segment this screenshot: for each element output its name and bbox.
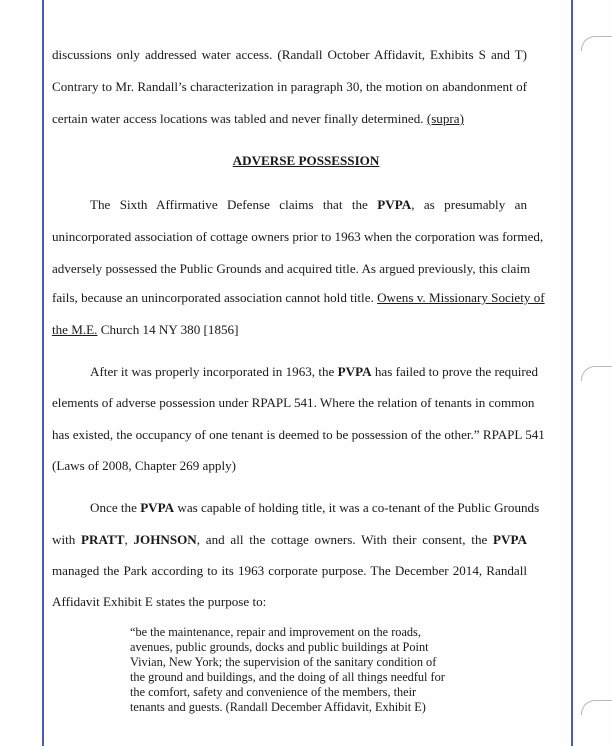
quote-line: the ground and buildings, and the doing of all things needful for [130,670,445,684]
case-citation: the M.E. [52,322,98,337]
case-citation: Owens v. Missionary Society of [377,290,545,305]
body-text: certain water access locations was tabled and never finally determined. [52,111,424,126]
body-text: Once the [90,500,137,515]
quote-line: “be the maintenance, repair and improvement on the roads, [130,625,421,639]
body-text: has failed to prove the required [371,364,539,379]
body-text: The Sixth Affirmative Defense claims that the [90,197,368,212]
body-text: with [52,532,76,547]
section-heading: ADVERSE POSSESSION [232,153,380,168]
body-line [90,364,539,380]
body-line: managed the Park according to its 1963 corporate purpose. The December 2014, Randall [52,563,527,578]
body-line [52,322,527,338]
quote-line: tenants and guests. (Randall December Affidavit, Exhibit E) [130,700,426,714]
body-text: , [124,532,128,547]
citation: (supra) [426,111,464,126]
body-text: After it was properly incorporated in 1963, the [90,364,335,379]
party-name: PRATT [81,532,125,547]
body-line [90,197,527,213]
body-text: , as presumably an [411,197,527,212]
body-line: adversely possessed the Public Grounds and acquired title. As argued previously, this claim [52,261,531,276]
body-line: elements of adverse possession under RPAPL 541. Where the relation of tenants in common [52,395,535,410]
body-text: Church 14 NY 380 [1856] [97,322,239,337]
body-line [52,532,527,548]
body-line [90,500,540,516]
body-line: discussions only addressed water access. (Randall October Affidavit, Exhibits S and T) [52,47,527,62]
party-name: PVPA [140,500,175,515]
party-name: PVPA [377,197,412,212]
party-name: PVPA [493,532,527,547]
body-line: (Laws of 2008, Chapter 269 apply) [52,458,236,473]
party-name: PVPA [337,364,372,379]
body-line: Contrary to Mr. Randall’s characterization in paragraph 30, the motion on abandonment of [52,79,527,94]
body-text: fails, because an unincorporated association cannot hold title. [52,290,374,305]
body-text: was capable of holding title, it was a co-tenant of the Public Grounds [174,500,540,515]
body-text: , and all the cottage owners. With their consent, the [196,532,488,547]
party-name: JOHNSON [133,532,197,547]
body-line [52,290,545,306]
quote-line: the comfort, safety and convenience of the members, their [130,685,417,699]
quote-line: avenues, public grounds, docks and public buildings at Point [130,640,429,654]
body-line [52,111,527,127]
quote-line: Vivian, New York; the supervision of the sanitary condition of [130,655,437,669]
body-line: Affidavit Exhibit E states the purpose to: [52,594,267,609]
body-line: unincorporated association of cottage owners prior to 1963 when the corporation was formed, [52,229,544,244]
body-line: has existed, the occupancy of one tenant is deemed to be possession of the other.” RPAPL 541 [52,427,545,442]
